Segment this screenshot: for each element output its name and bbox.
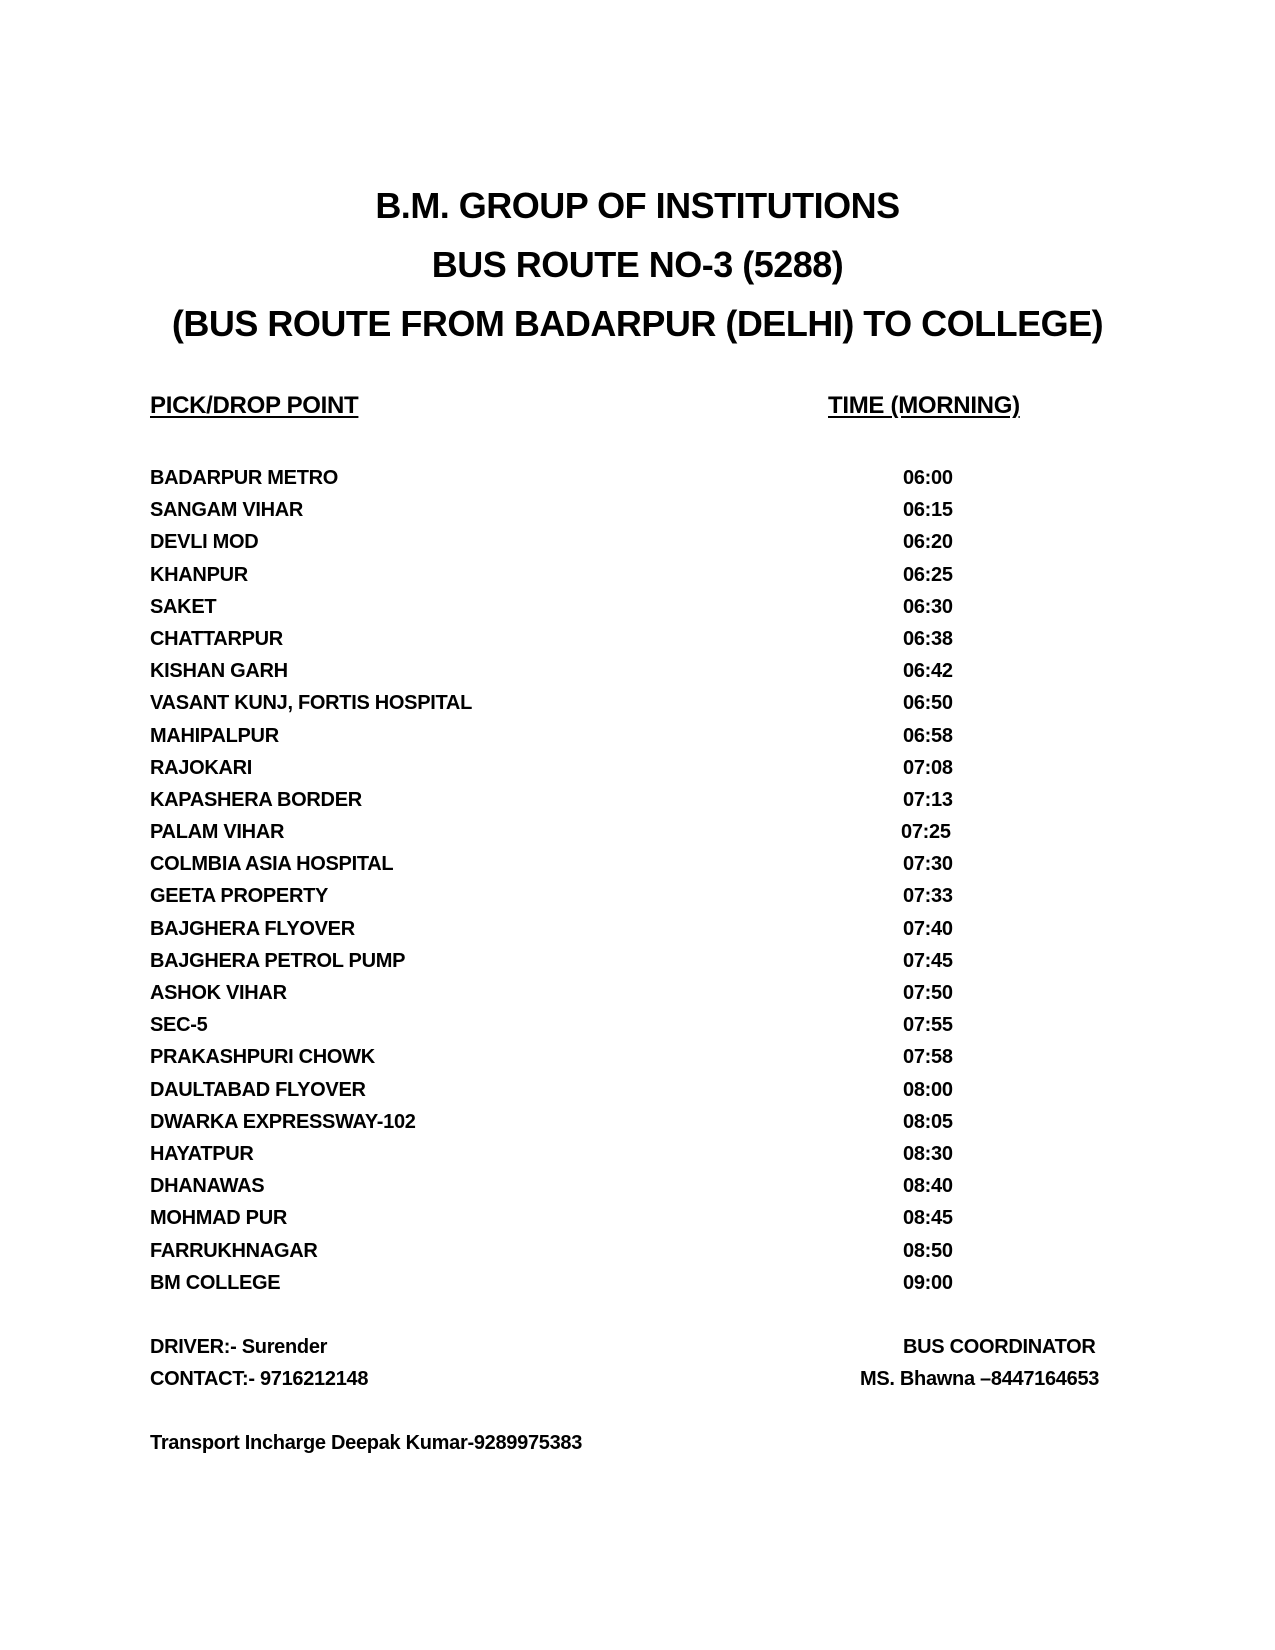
stop-name: HAYATPUR xyxy=(150,1142,254,1165)
stop-row xyxy=(150,1172,1050,1204)
stop-time: 07:25 xyxy=(901,821,951,844)
stop-time: 06:42 xyxy=(903,660,953,683)
stop-row xyxy=(150,1108,1050,1140)
institution-title: B.M. GROUP OF INSTITUTIONS xyxy=(375,185,900,226)
stop-time: 06:38 xyxy=(903,627,953,650)
stop-row xyxy=(150,1269,1050,1301)
transport-incharge: Transport Incharge Deepak Kumar-9289975383 xyxy=(150,1432,583,1454)
stop-time: 07:13 xyxy=(903,788,953,811)
stop-row xyxy=(150,657,1050,689)
driver-name: DRIVER:- Surender xyxy=(150,1336,328,1358)
route-description-title: (BUS ROUTE FROM BADARPUR (DELHI) TO COLLEGE) xyxy=(171,303,1104,344)
stop-name: DEVLI MOD xyxy=(150,531,259,554)
stop-row xyxy=(150,625,1050,657)
stop-name: KISHAN GARH xyxy=(150,660,288,683)
stop-name: DHANAWAS xyxy=(150,1175,265,1198)
stop-time: 07:55 xyxy=(903,1014,953,1037)
stop-row xyxy=(150,979,1050,1011)
stop-time: 08:50 xyxy=(903,1239,953,1262)
stop-row xyxy=(150,1011,1050,1043)
stop-time: 06:50 xyxy=(903,692,953,715)
stop-time: 07:40 xyxy=(903,917,953,940)
stop-name: KHANPUR xyxy=(150,563,248,586)
stop-row xyxy=(150,754,1050,786)
stop-name: DWARKA EXPRESSWAY-102 xyxy=(150,1110,416,1133)
stop-time: 07:58 xyxy=(903,1046,953,1069)
stop-name: SEC-5 xyxy=(150,1014,208,1037)
stop-row xyxy=(150,915,1050,947)
stop-row xyxy=(150,1204,1050,1236)
stop-row xyxy=(150,1140,1050,1172)
stop-name: MOHMAD PUR xyxy=(150,1207,287,1230)
bus-coordinator-label: BUS COORDINATOR xyxy=(903,1336,1096,1358)
stop-time: 06:15 xyxy=(903,499,953,522)
stop-time: 08:45 xyxy=(903,1207,953,1230)
stop-row xyxy=(150,818,1050,850)
stop-name: CHATTARPUR xyxy=(150,627,283,650)
stop-name: DAULTABAD FLYOVER xyxy=(150,1078,366,1101)
stop-time: 08:05 xyxy=(903,1110,953,1133)
stop-name: SAKET xyxy=(150,595,217,618)
stop-time: 07:33 xyxy=(903,885,953,908)
stop-time: 07:08 xyxy=(903,756,953,779)
stop-row xyxy=(150,464,1050,496)
stop-name: GEETA PROPERTY xyxy=(150,885,329,908)
stop-row xyxy=(150,1076,1050,1108)
stop-row xyxy=(150,947,1050,979)
stop-row xyxy=(150,528,1050,560)
stop-row xyxy=(150,882,1050,914)
stop-row xyxy=(150,1237,1050,1269)
stops-list xyxy=(150,464,1050,1301)
stop-time: 06:00 xyxy=(903,467,953,489)
stop-row xyxy=(150,496,1050,528)
stop-time: 07:45 xyxy=(903,949,953,972)
stop-name: BM COLLEGE xyxy=(150,1271,281,1294)
stop-name: SANGAM VIHAR xyxy=(150,499,304,522)
stop-time: 06:58 xyxy=(903,724,953,747)
stop-row xyxy=(150,722,1050,754)
stop-name: BAJGHERA FLYOVER xyxy=(150,917,355,940)
stop-row xyxy=(150,689,1050,721)
stop-row xyxy=(150,786,1050,818)
stop-row xyxy=(150,593,1050,625)
stop-time: 08:30 xyxy=(903,1142,953,1165)
stop-name: BAJGHERA PETROL PUMP xyxy=(150,949,406,972)
stop-time: 06:20 xyxy=(903,531,953,554)
route-number-title: BUS ROUTE NO-3 (5288) xyxy=(431,244,844,285)
pick-drop-point-header: PICK/DROP POINT xyxy=(150,392,359,419)
stop-name: PRAKASHPURI CHOWK xyxy=(150,1046,375,1069)
stop-time: 07:30 xyxy=(903,853,953,876)
bus-coordinator-contact: MS. Bhawna –8447164653 xyxy=(860,1368,1100,1390)
stop-row xyxy=(150,1043,1050,1075)
stop-time: 08:40 xyxy=(903,1175,953,1198)
stop-name: MAHIPALPUR xyxy=(150,724,279,747)
stop-name: COLMBIA ASIA HOSPITAL xyxy=(150,853,394,876)
stop-name: FARRUKHNAGAR xyxy=(150,1239,318,1262)
stop-name: PALAM VIHAR xyxy=(150,821,285,844)
stop-time: 09:00 xyxy=(903,1271,953,1294)
time-morning-header: TIME (MORNING) xyxy=(828,392,1020,419)
stop-name: ASHOK VIHAR xyxy=(150,982,287,1004)
stop-time: 07:50 xyxy=(903,982,953,1004)
driver-contact: CONTACT:- 9716212148 xyxy=(150,1368,369,1390)
stop-time: 06:30 xyxy=(903,595,953,618)
stop-row xyxy=(150,561,1050,593)
stop-name: VASANT KUNJ, FORTIS HOSPITAL xyxy=(150,692,472,715)
stop-time: 06:25 xyxy=(903,563,953,586)
stop-name: KAPASHERA BORDER xyxy=(150,788,362,811)
stop-row xyxy=(150,850,1050,882)
stop-name: RAJOKARI xyxy=(150,756,253,779)
stop-time: 08:00 xyxy=(903,1078,953,1101)
stop-name: BADARPUR METRO xyxy=(150,467,339,489)
